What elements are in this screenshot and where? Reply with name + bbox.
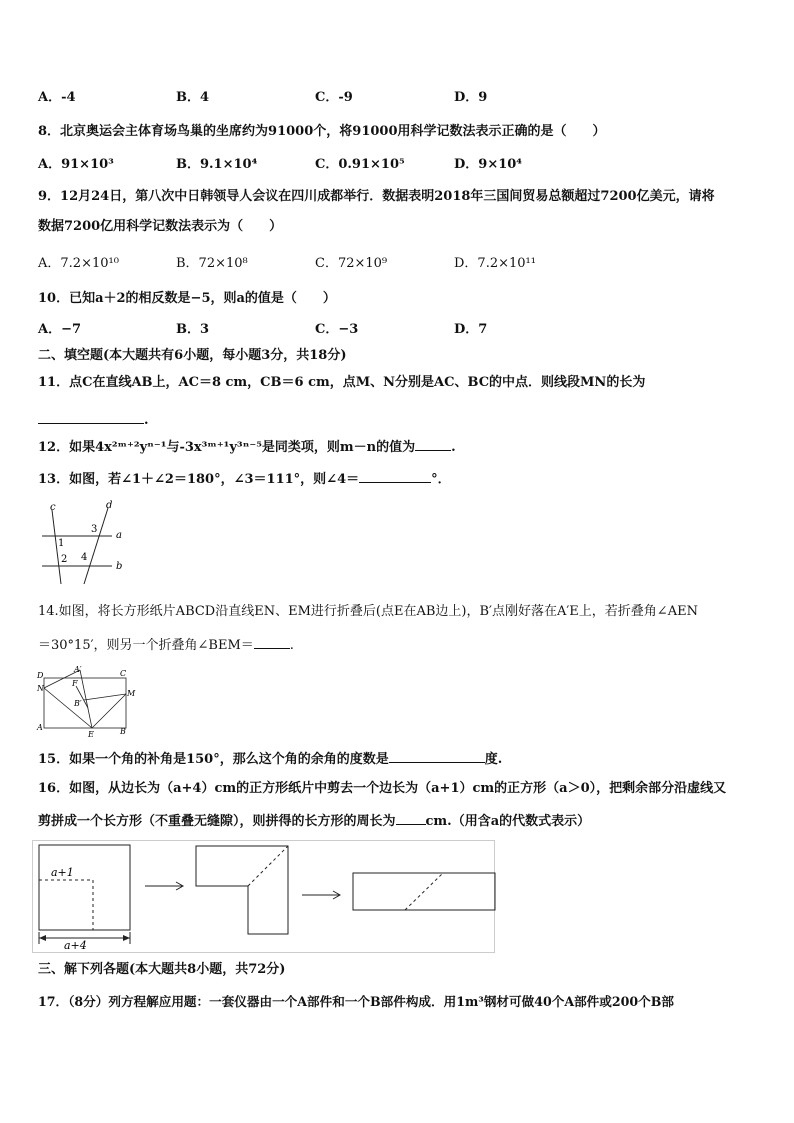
q9-option-c: C．72×10⁹ [315, 256, 388, 271]
q11-answer-blank[interactable] [38, 410, 144, 424]
q14-label-n: N [37, 684, 44, 693]
q14-label-b: B [120, 727, 126, 736]
q14-line2 [38, 635, 294, 654]
q14-period: . [289, 638, 294, 653]
q13-figure [36, 498, 136, 588]
q14-label-e: E [88, 730, 94, 739]
q12-text: 12．如果4x²ᵐ⁺²yⁿ⁻¹与-3x³ᵐ⁺¹y³ⁿ⁻⁵是同类项，则m－n的值为 [38, 440, 416, 455]
q8-option-a: A．91×10³ [38, 157, 114, 172]
q14-label-c: C [120, 669, 127, 678]
q14-label-m: M [127, 689, 136, 698]
q13-label-b: b [116, 561, 123, 572]
q10-option-d: D．7 [454, 322, 488, 337]
q15-text: 15．如果一个角的补角是150°，那么这个角的余角的度数是 [38, 752, 389, 767]
q13-label-d: d [106, 500, 113, 511]
q16-text-b: cm.（用含a的代数式表示） [425, 814, 591, 829]
q14-label-b-prime: B′ [74, 699, 82, 708]
q12-answer-blank[interactable] [415, 437, 451, 451]
q8-option-c: C．0.91×10⁵ [315, 157, 405, 172]
fold-line-em [92, 694, 126, 728]
cut-square-dashed [39, 880, 93, 930]
q12-stem [38, 437, 456, 456]
q13-answer-blank[interactable] [359, 469, 431, 483]
q13-label-c: c [50, 502, 56, 513]
figure-frame [33, 841, 495, 953]
line-b-prime-m [84, 694, 126, 700]
q7-option-b: B．4 [176, 90, 210, 105]
line-d [84, 508, 108, 584]
q9-option-d: D．7.2×10¹¹ [454, 256, 536, 271]
square-a-plus-4 [39, 845, 130, 930]
q14-answer-blank[interactable] [254, 635, 290, 649]
rectangle-dashed-cut [405, 873, 443, 910]
q9-option-a: A．7.2×10¹⁰ [38, 256, 119, 271]
section2-heading: 二、填空题(本大题共有6小题，每小题3分，共18分) [38, 348, 347, 363]
q11-period: . [144, 413, 149, 428]
section3-heading: 三、解下列各题(本大题共8小题，共72分) [38, 962, 286, 977]
q12-period: . [451, 440, 456, 455]
q13-text: 13．如图，若∠1＋∠2＝180°，∠3＝111°，则∠4＝ [38, 472, 360, 487]
q9-stem-line2: 数据7200亿用科学记数法表示为（ ） [38, 219, 283, 234]
q8-stem: 8．北京奥运会主体育场鸟巢的坐席约为91000个，将91000用科学记数法表示正确的是（ ） [38, 124, 606, 139]
q13-label-3: 3 [91, 524, 98, 535]
q16-figure [32, 840, 497, 954]
q15-stem [38, 749, 502, 768]
q7-option-c: C．-9 [315, 90, 353, 105]
q14-figure [36, 664, 136, 738]
q14-label-a-prime: A′ [74, 665, 82, 674]
q9-option-b: B．72×10⁸ [176, 256, 248, 271]
q16-label-a-plus-1: a+1 [51, 866, 74, 879]
q13-label-2: 2 [61, 554, 68, 565]
q13-label-a: a [116, 530, 122, 541]
q8-option-b: B．9.1×10⁴ [176, 157, 258, 172]
q7-option-d: D．9 [454, 90, 488, 105]
q16-answer-blank[interactable] [396, 811, 426, 825]
q15-end: 度. [484, 752, 503, 767]
q13-end: °． [431, 472, 451, 487]
dimension-arrow-right [123, 935, 130, 941]
q17-stem: 17．（8分）列方程解应用题：一套仪器由一个A部件和一个B部件构成．用1m³钢材可做40个A部件或200个B部 [38, 994, 674, 1009]
q15-answer-blank[interactable] [389, 749, 485, 763]
q14-line1: 14.如图，将长方形纸片ABCD沿直线EN、EM进行折叠后(点E在AB边上)，B′点刚好落在A′E上，若折叠角∠AEN [38, 604, 698, 619]
q11-line2 [38, 410, 149, 429]
q14-label-d: D [37, 671, 44, 680]
q14-text: ＝30°15′，则另一个折叠角∠BEM＝ [38, 638, 254, 653]
q9-stem-line1: 9．12月24日，第八次中日韩领导人会议在四川成都举行．数据表明2018年三国间贸易总额超过7200亿美元，请将 [38, 189, 715, 204]
q16-line2 [38, 811, 590, 830]
q11-line1: 11．点C在直线AB上，AC＝8 cm，CB＝6 cm，点M、N分别是AC、BC的中点．则线段MN的长为 [38, 375, 646, 390]
q13-label-4: 4 [81, 552, 88, 563]
l-shape-dashed-cut [248, 846, 288, 886]
q16-line1: 16．如图，从边长为（a+4）cm的正方形纸片中剪去一个边长为（a+1）cm的正方形（a＞0），把剩余部分沿虚线又 [38, 781, 727, 796]
q14-label-f: F [72, 679, 78, 688]
q10-stem: 10．已知a＋2的相反数是−5，则a的值是（ ） [38, 291, 336, 306]
dimension-arrow-left [39, 935, 46, 941]
q7-option-a: A．-4 [38, 90, 76, 105]
q13-label-1: 1 [58, 538, 65, 549]
q8-option-d: D．9×10⁴ [454, 157, 522, 172]
q16-text-a: 剪拼成一个长方形（不重叠无缝隙），则拼得的长方形的周长为 [38, 814, 396, 829]
q10-option-a: A．−7 [38, 322, 82, 337]
q14-label-a: A [37, 723, 43, 732]
q10-option-c: C．−3 [315, 322, 359, 337]
q10-option-b: B．3 [176, 322, 210, 337]
q13-stem [38, 469, 451, 488]
q16-label-a-plus-4: a+4 [64, 939, 87, 952]
